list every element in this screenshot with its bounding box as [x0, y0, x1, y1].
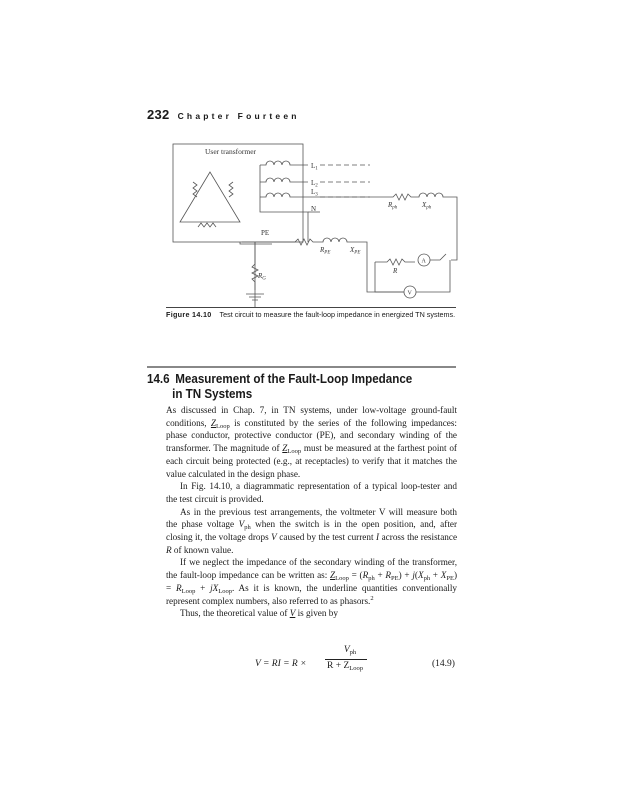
chapter-title: Chapter Fourteen [177, 111, 300, 121]
pe-conductor [255, 238, 404, 292]
label-r: R [393, 267, 398, 275]
label-l1: $L_1$ [311, 162, 318, 172]
page-number: 232 [147, 107, 170, 122]
known-resistor [375, 259, 415, 265]
winding-l1 [260, 161, 308, 165]
paragraph-2: In Fig. 14.10, a diagrammatic representation of a typical loop-tester and the test circuit is provided. [166, 481, 457, 504]
label-n: N [311, 205, 317, 213]
equation-number: (14.9) [432, 659, 455, 669]
label-rg: $R_G$ [258, 272, 266, 282]
section-title-line2: in TN Systems [172, 387, 253, 401]
label-xpe: $X_{PE}$ [350, 246, 361, 256]
running-head [147, 106, 300, 120]
section-number: 14.6 [147, 372, 170, 386]
transformer-box [173, 144, 303, 242]
section-heading [147, 372, 435, 402]
paragraph-4: If we neglect the impedance of the secondary winding of the transformer, the fault-loop impedance can be written as: $Z_{Loop} = (R_{ph} + R_{PE}) + j(X_{ph} + X_{PE}) = R_{Loop} + jX_{Loop}$. As it is known, the underline quantities conventionally represent complex numbers, also referred to as phasors.$^2$ [166, 557, 458, 606]
caption-label: Figure 14.10 [166, 310, 212, 319]
label-rph: $R_{ph}$ [388, 201, 398, 211]
figure-caption [166, 310, 458, 320]
section-rule [147, 366, 456, 368]
paragraph-3: As in the previous test arrangements, the voltmeter V will measure both the phase voltage $V_{ph}$ when the switch is in the open position, and, after closing it, the voltage drops V caused by the test current I across the resistance R of known value. [166, 506, 458, 555]
switch [430, 254, 446, 260]
paragraph-1: As discussed in Chap. 7, in TN systems, under low-voltage ground-fault conditions, $Z_{Loop}$ is constituted by the series of the following impedances: phase conductor, protective conductor (PE), and secondary winding of the transformer. The magnitude of $Z_{Loop}$ must be measured at the farthest point of each circuit being protected (e.g., at receptacles) to verify that it matches the value calculated in the design phase. [166, 405, 457, 479]
section-title-line1: Measurement of the Fault-Loop Impedance [175, 372, 413, 386]
test-circuit-figure [160, 132, 460, 307]
label-l3: $L_3$ [311, 188, 318, 198]
equation-lhs: V = RI = R × [255, 659, 307, 669]
label-pe: PE [261, 229, 270, 237]
ground-resistor [242, 242, 258, 290]
equation-fraction: $V_{ph}$ $R + Z_{Loop}$ [325, 645, 367, 671]
equation-denominator: R + Z [327, 661, 350, 671]
dashed-lines [320, 165, 370, 197]
ammeter-label: A [421, 258, 426, 265]
caption-rule [166, 307, 456, 308]
label-xph: $X_{ph}$ [422, 201, 432, 211]
delta-winding [180, 172, 240, 222]
label-l2: $L_2$ [311, 179, 318, 189]
paragraph-5: Thus, the theoretical value of V is given by [180, 608, 338, 619]
winding-l2 [260, 178, 308, 182]
transformer-label: User transformer [205, 147, 257, 156]
equation-numerator: V [343, 645, 350, 655]
body-text [166, 404, 457, 620]
winding-l3 [260, 193, 308, 197]
caption-text: Test circuit to measure the fault-loop impedance in energized TN systems. [219, 310, 456, 319]
voltmeter-label: V [407, 290, 412, 297]
label-rpe: $R_{PE}$ [320, 246, 331, 256]
